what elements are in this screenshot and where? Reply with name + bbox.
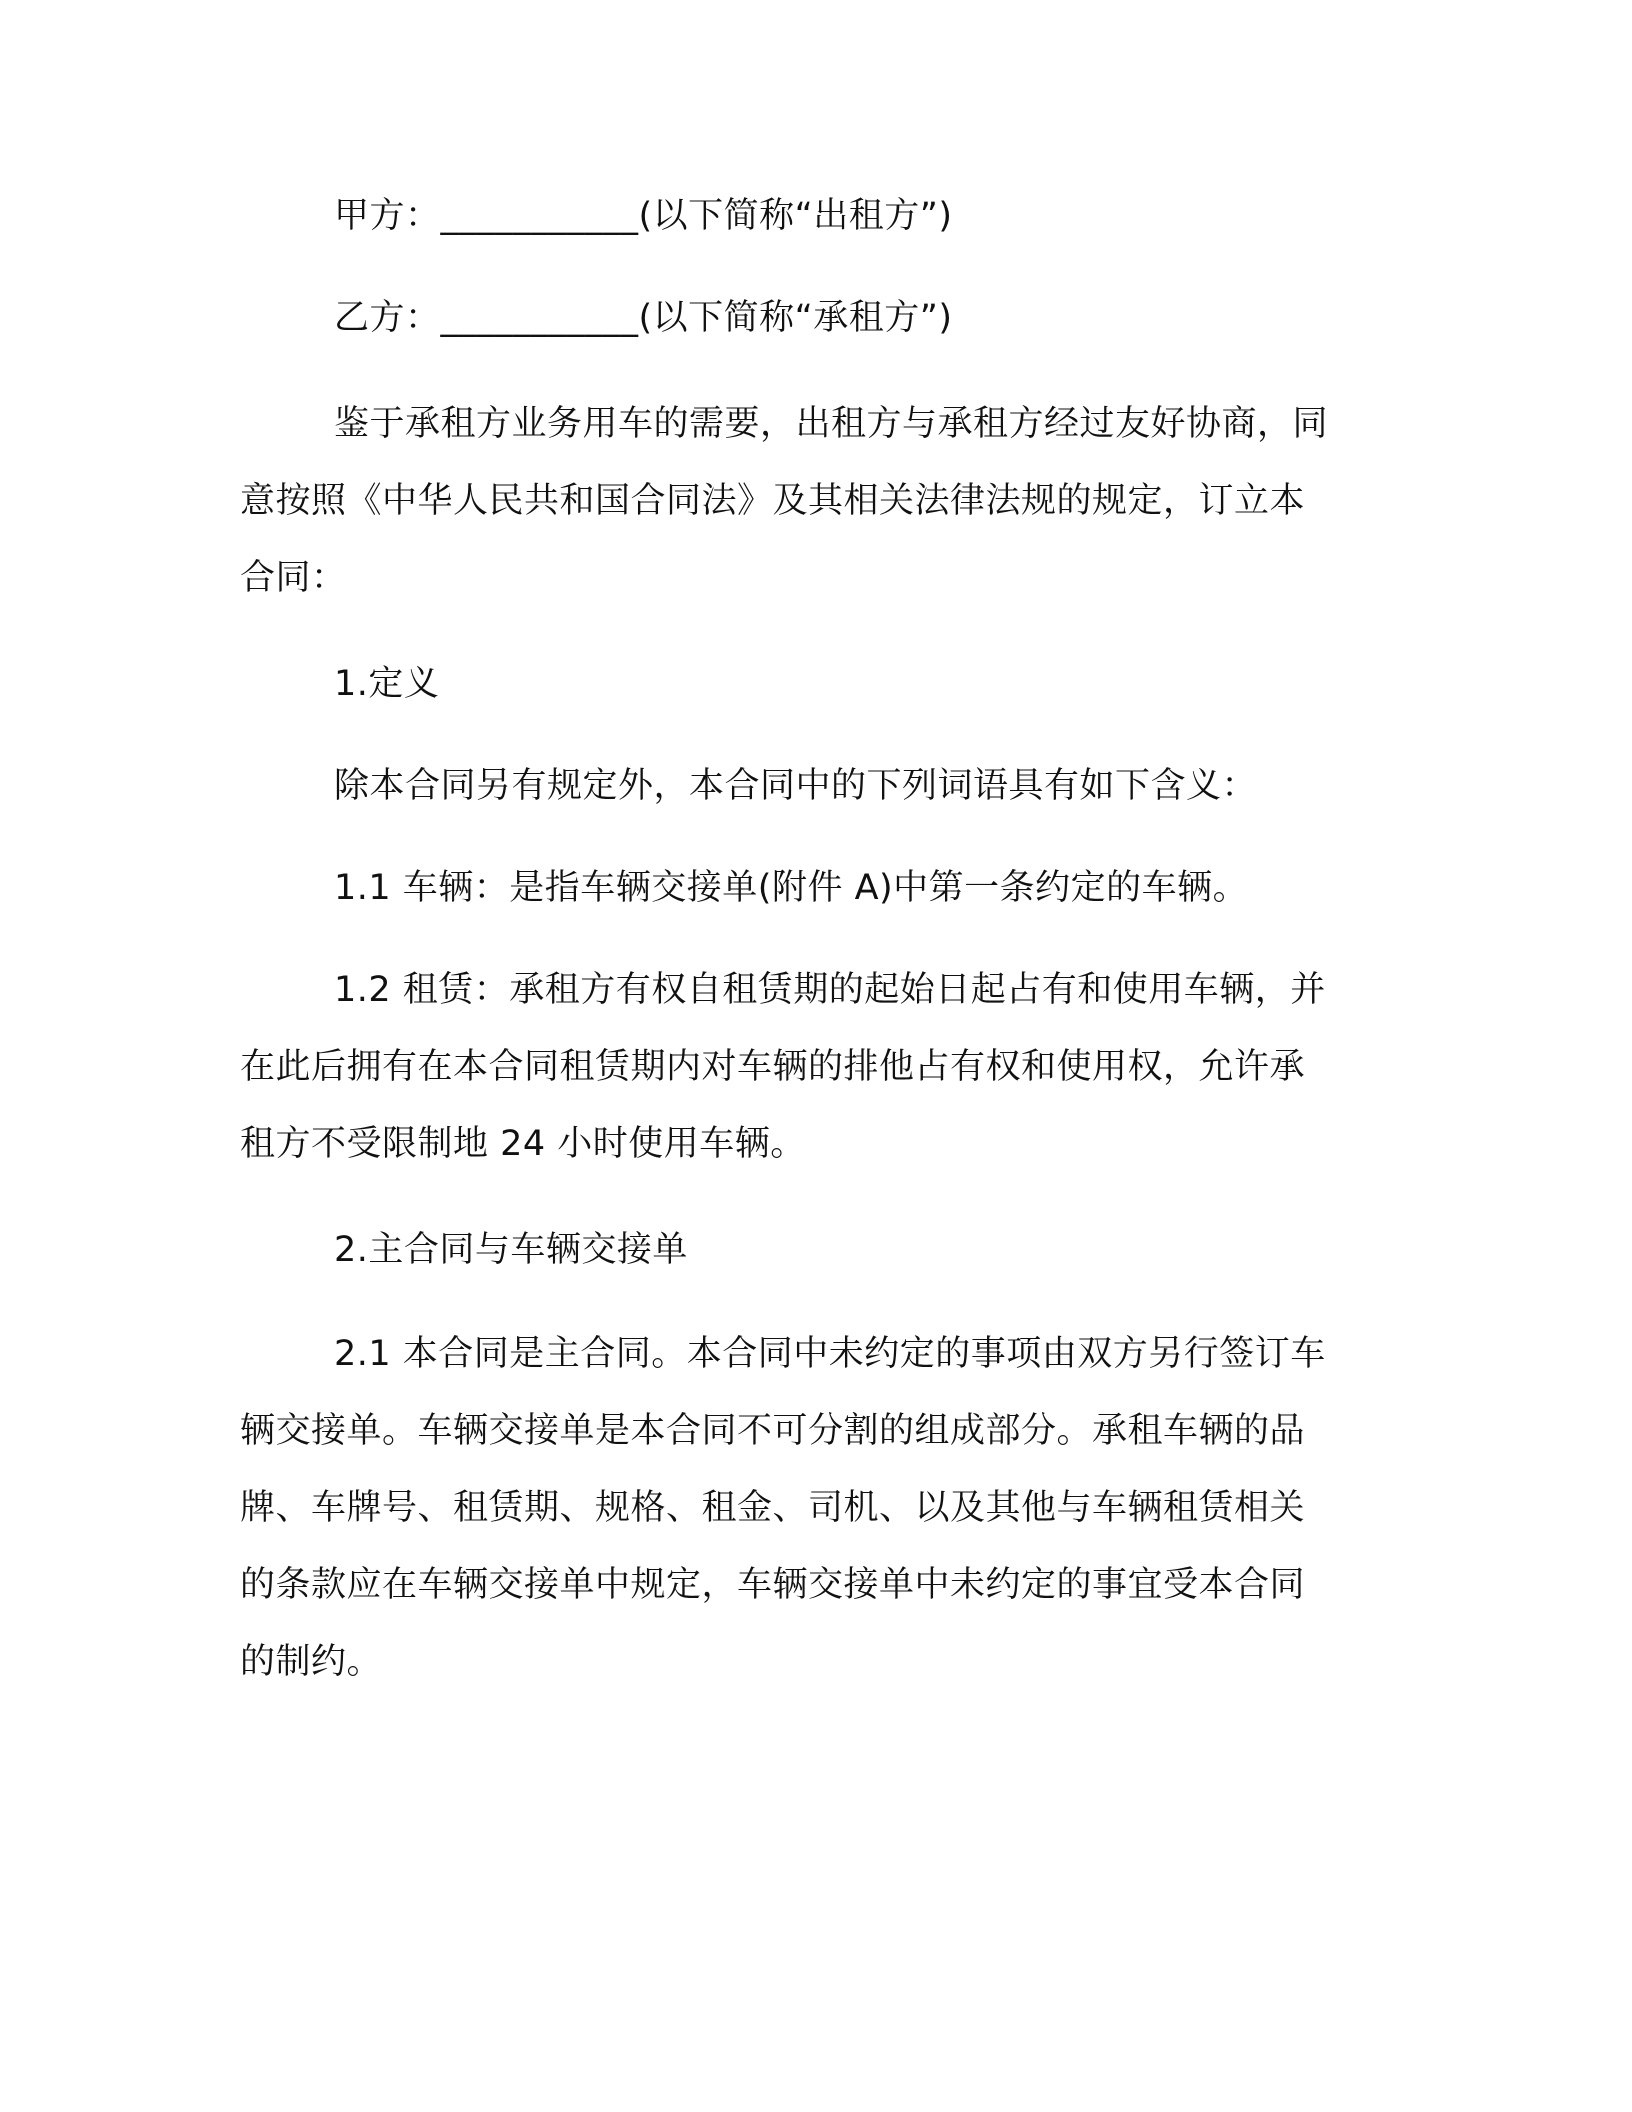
party-a-line [240,178,1474,255]
section-1-intro [240,748,1474,825]
clause-1-2 [240,952,1380,1183]
clause-2-1-line-1: 2.1 本合同是主合同。本合同中未约定的事项由双方另行签订车 [334,1334,1326,1374]
clause-2-1 [240,1316,1380,1701]
party-b-line [240,280,1474,357]
preamble-line-3: 合同： [240,558,347,598]
clause-1-2-line-3: 租方不受限制地 24 小时使用车辆。 [240,1124,806,1164]
clause-1-2-line-2: 在此后拥有在本合同租赁期内对车辆的排他占有权和使用权，允许承 [240,1047,1306,1087]
section-1-intro-text: 除本合同另有规定外，本合同中的下列词语具有如下含义： [334,766,1258,806]
clause-1-1-text: 1.1 车辆：是指车辆交接单(附件 A)中第一条约定的车辆。 [334,868,1249,908]
section-2-title-text: 2.主合同与车辆交接单 [334,1230,688,1270]
section-1-title [240,646,1474,723]
party-b-text: 乙方：___________(以下简称“承租方”) [334,298,953,338]
party-a-text: 甲方：___________(以下简称“出租方”) [334,196,953,236]
clause-2-1-line-4: 的条款应在车辆交接单中规定，车辆交接单中未约定的事宜受本合同 [240,1565,1306,1605]
preamble-paragraph [240,386,1380,617]
clause-2-1-line-2: 辆交接单。车辆交接单是本合同不可分割的组成部分。承租车辆的品 [240,1411,1306,1451]
preamble-line-1: 鉴于承租方业务用车的需要，出租方与承租方经过友好协商，同 [334,404,1329,444]
clause-2-1-line-3: 牌、车牌号、租赁期、规格、租金、司机、以及其他与车辆租赁相关 [240,1488,1306,1528]
clause-1-2-line-1: 1.2 租赁：承租方有权自租赁期的起始日起占有和使用车辆，并 [334,970,1326,1010]
section-1-title-text: 1.定义 [334,664,440,704]
clause-1-1 [240,850,1474,927]
section-2-title [240,1212,1474,1289]
preamble-line-2: 意按照《中华人民共和国合同法》及其相关法律法规的规定，订立本 [240,481,1306,521]
clause-2-1-line-5: 的制约。 [240,1642,383,1682]
